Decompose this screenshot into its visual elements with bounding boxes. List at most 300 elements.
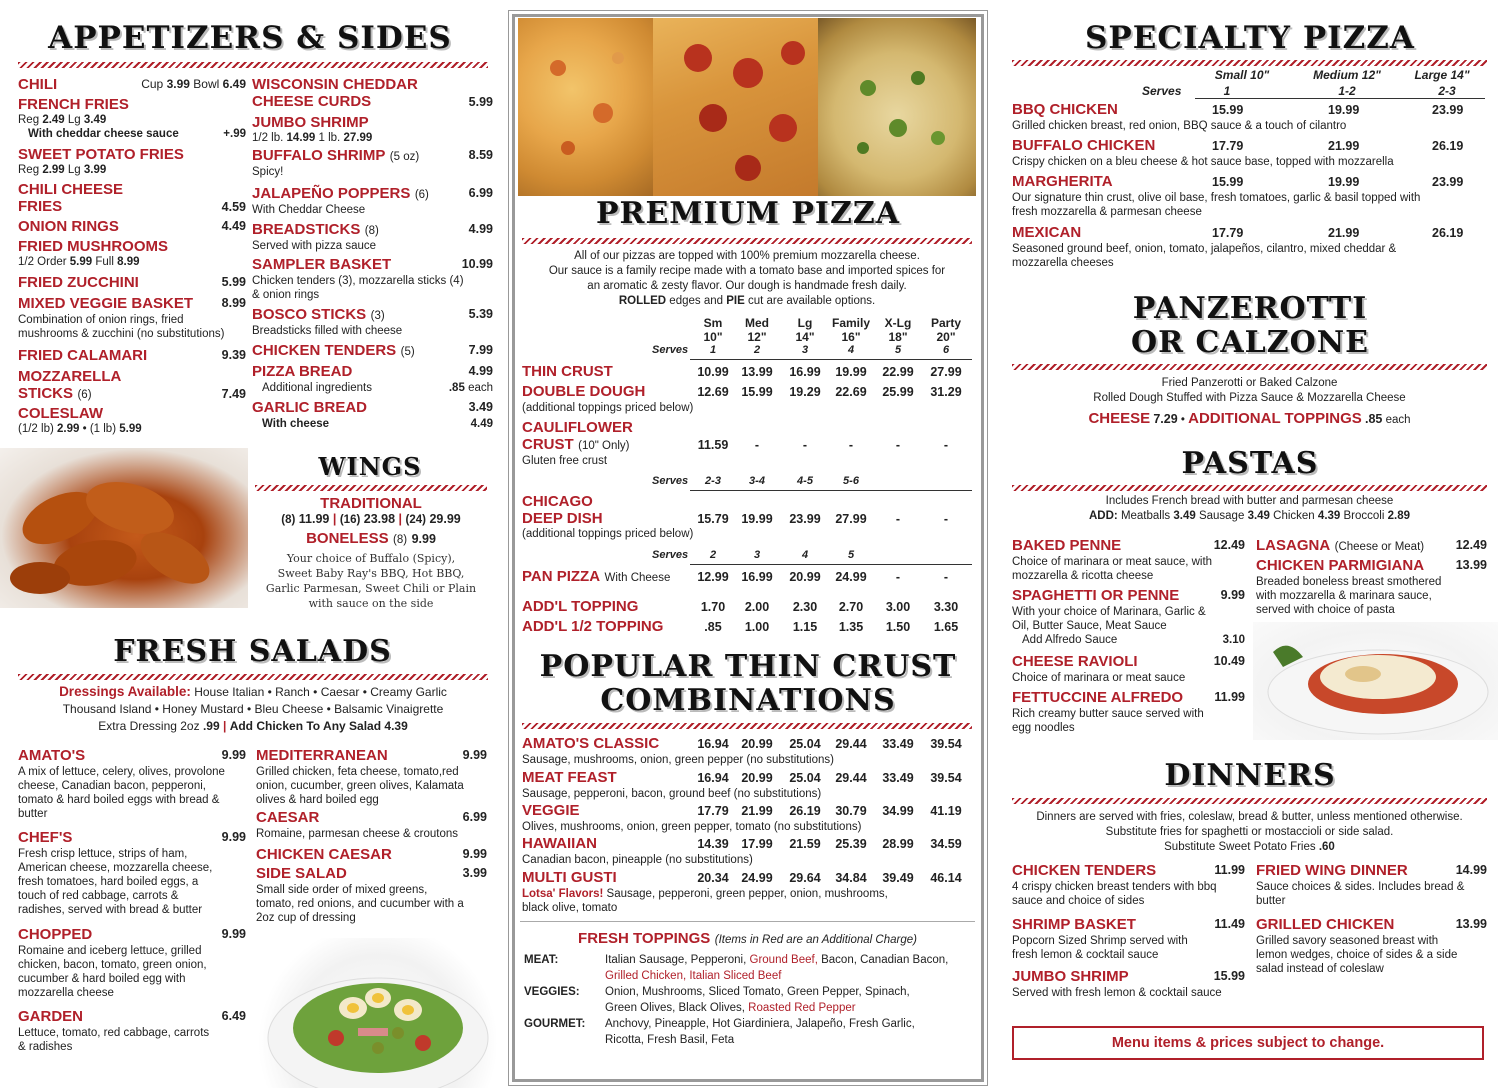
price: 6.49 (222, 77, 246, 91)
panzerotti-title (1005, 292, 1495, 360)
dash: - (754, 438, 760, 452)
price: 4.39 (384, 719, 408, 733)
label: GOURMET: (524, 1018, 586, 1030)
item-name: CAULIFLOWER (522, 419, 633, 436)
note: (additional toppings priced below) (522, 528, 694, 540)
price: 31.29 (930, 385, 962, 399)
price: 7.49 (221, 387, 246, 401)
price: 7.99 (468, 343, 493, 357)
serves-label: Serves (652, 344, 689, 356)
price: 34.84 (835, 871, 867, 885)
label: Chicken (1273, 510, 1315, 522)
label: Lg (67, 164, 81, 176)
menu-item-cheese-curds (252, 76, 493, 114)
toppings-gourmet (520, 1016, 975, 1048)
note: (Items in Red are an Additional Charge) (714, 934, 917, 946)
item-name: CHEF'S (18, 829, 73, 846)
item-name: MEDITERRANEAN (256, 747, 388, 764)
salad-chopped (18, 926, 246, 1008)
note: With Cheese (604, 572, 671, 584)
label: 1 lb. (318, 132, 341, 144)
item-name: CAESAR (256, 809, 320, 826)
desc: With cheese (262, 418, 330, 430)
price: 19.29 (789, 385, 821, 399)
desc: American cheese, mozzarella cheese, (18, 862, 213, 874)
note: Gluten free crust (522, 455, 608, 467)
price: 2.99 (42, 164, 65, 176)
toppings-box (520, 921, 975, 1050)
label: each (468, 382, 493, 394)
desc: Served with pizza sauce (252, 240, 377, 252)
tagline: Lotsa' Flavors! (522, 888, 604, 900)
price: 11.99 (298, 512, 330, 526)
item-name: BOSCO STICKS (252, 306, 367, 323)
price: 2.89 (1387, 510, 1411, 522)
desc: radishes, served with bread & butter (18, 904, 203, 916)
combo-veggie (522, 802, 975, 836)
desc: Oil, Butter Sauce, Meat Sauce (1012, 620, 1167, 632)
price: 9.39 (221, 348, 246, 362)
price: 3.99 (166, 77, 190, 91)
desc: Combination of onion rings, fried (18, 314, 184, 326)
menu-item-fries (18, 96, 246, 146)
price: 14.99 (286, 132, 316, 144)
price: 21.99 (1328, 226, 1360, 240)
price: 24.99 (741, 871, 773, 885)
price: 5.99 (119, 423, 142, 435)
price: 22.69 (835, 385, 867, 399)
desc: mozzarella cheeses (1012, 257, 1114, 269)
menu-item-mushrooms (18, 238, 246, 274)
pasta-fettuccine (1012, 689, 1245, 735)
price: 3.49 (1173, 510, 1196, 522)
price: 3.10 (1222, 634, 1245, 646)
price: 9.99 (221, 927, 246, 941)
menu-item-chili (18, 76, 246, 96)
pizza-intro: an aromatic & zesty flavor. Our dough is handmade fresh daily. (587, 280, 907, 292)
item-name: BUFFALO CHICKEN (1012, 137, 1156, 154)
divider (1012, 485, 1487, 491)
item-name: SPAGHETTI OR PENNE (1012, 587, 1180, 604)
size-label: X-Lg (884, 316, 912, 330)
divider (1195, 98, 1485, 99)
price: 17.79 (1212, 139, 1244, 153)
menu-item-zucchini (18, 274, 246, 295)
menu-item-garlic-bread (252, 399, 493, 435)
desc: fresh lemon & cocktail sauce (1012, 949, 1159, 961)
salad-caesar (256, 809, 487, 846)
desc: cucumber & hard boiled egg with (18, 973, 186, 985)
combo-amatos (522, 735, 975, 769)
item-name: VEGGIE (522, 802, 580, 819)
price: 23.99 (789, 512, 821, 526)
desc: mushrooms & zucchini (no substitutions) (18, 328, 225, 340)
price: 1.35 (838, 620, 864, 634)
label: Meatballs (1120, 510, 1171, 522)
item-name: CHICKEN TENDERS (252, 342, 397, 359)
price: 27.99 (343, 132, 373, 144)
desc: Romaine and iceberg lettuce, grilled (18, 945, 202, 957)
item-name: JALAPEÑO POPPERS (252, 185, 411, 202)
price: 17.79 (1212, 226, 1244, 240)
desc: Spicy! (252, 166, 284, 178)
price: 2.99 (57, 423, 80, 435)
toppings-meat (520, 952, 975, 984)
desc: Choice of marinara or meat sauce (1012, 672, 1186, 684)
wings-traditional: TRADITIONAL (320, 495, 422, 512)
price: 3.99 (83, 164, 107, 176)
desc: Your choice of Buffalo (Spicy), (286, 552, 456, 565)
desc: Canadian bacon, pineapple (no substitutions) (522, 854, 753, 866)
desc: Additional ingredients (262, 382, 372, 394)
toppings-veggies (520, 984, 975, 1016)
price: 4.99 (468, 222, 493, 236)
menu-item-calamari (18, 347, 246, 368)
desc: with sauce on the side (308, 597, 434, 610)
topping-list: Green Olives, Black Olives, (605, 1002, 745, 1014)
item-name: GARLIC BREAD (252, 399, 367, 416)
price: 25.04 (789, 737, 821, 751)
desc: black olive, tomato (522, 902, 618, 914)
price: 33.49 (882, 737, 914, 751)
label: each (1385, 414, 1411, 426)
price: 5.99 (221, 275, 246, 289)
desc: Olives, mushrooms, onion, green pepper, tomato (no substitutions) (522, 821, 862, 833)
item-name: MARGHERITA (1012, 173, 1113, 190)
price: 3.49 (83, 114, 107, 126)
price: 4.59 (221, 200, 246, 214)
serves-value: 2 (753, 344, 761, 356)
desc: 2oz cup of dressing (256, 912, 356, 924)
premium-title: PREMIUM PIZZA (595, 196, 901, 231)
price: 2.00 (744, 600, 770, 614)
price: 20.99 (741, 737, 773, 751)
count: (3) (370, 310, 385, 322)
label: Sausage (1198, 510, 1245, 522)
price: 39.54 (930, 771, 962, 785)
desc: Romaine, parmesan cheese & croutons (256, 828, 458, 840)
menu-item-mozzarella (18, 368, 246, 405)
price: 1.15 (792, 620, 818, 634)
item-name: SIDE SALAD (256, 865, 347, 882)
divider (690, 490, 972, 491)
item-name: AMATO'S (18, 747, 86, 764)
item-name: CRUST (522, 436, 574, 453)
item-name: GARDEN (18, 1008, 84, 1025)
count: (5) (400, 346, 415, 358)
pasta-photo (1253, 622, 1498, 740)
salads-title: FRESH SALADS (113, 634, 392, 669)
price: +.99 (223, 128, 246, 140)
menu-item-coleslaw (18, 405, 246, 436)
item-name: CHICKEN CAESAR (256, 846, 392, 863)
desc: olives & hard boiled egg (256, 794, 379, 806)
desc: fresh mozzarella & parmesan cheese (1012, 206, 1202, 218)
dash: - (943, 438, 949, 452)
dressings-list: Thousand Island • Honey Mustard • Bleu Cheese • Balsamic Vinaigrette (62, 702, 444, 716)
price: 4.99 (468, 364, 493, 378)
combos-title-line: POPULAR THIN CRUST (539, 649, 957, 684)
desc: Add Alfredo Sauce (1022, 634, 1118, 646)
size-inch: 14" (795, 330, 815, 344)
price: 26.19 (1432, 139, 1464, 153)
label: Add Chicken To Any Salad (229, 719, 382, 733)
price: 26.19 (1432, 226, 1464, 240)
desc: Seasoned ground beef, onion, tomato, jalapeños, cilantro, mixed cheddar & (1012, 243, 1397, 255)
size-inches (690, 330, 975, 344)
item-name: ADDITIONAL TOPPINGS (1188, 410, 1362, 427)
dash: - (943, 512, 949, 526)
dinner-wing (1256, 862, 1487, 916)
pizza-intro: edges and (669, 295, 724, 307)
item-name: DOUBLE DOUGH (522, 383, 646, 400)
item-name: CHILI (18, 76, 58, 93)
chicken-parm-illustration (1253, 622, 1498, 740)
salad-illustration (258, 938, 498, 1088)
specialty-bbq (1012, 101, 1487, 137)
menu-item-pizza-bread (252, 363, 493, 399)
price: 11.99 (1214, 863, 1245, 877)
divider (1012, 364, 1487, 370)
item-name: ONION RINGS (18, 218, 119, 235)
item-name: STICKS (18, 385, 74, 402)
desc: Chicken tenders (3), mozzarella sticks (4) (252, 275, 464, 287)
price: 26.19 (789, 804, 821, 818)
topping-list: Anchovy, Pineapple, Hot Giardiniera, Jalapeño, Fresh Garlic, (605, 1018, 915, 1030)
serves-value: 1-2 (1338, 84, 1356, 98)
dash: - (895, 570, 901, 584)
menu-item-veggie-basket (18, 295, 246, 347)
divider (18, 62, 488, 68)
topping-list-red: Grilled Chicken, Italian Sliced Beef (605, 970, 782, 982)
desc: Fresh crisp lettuce, strips of ham, (18, 848, 188, 860)
label: MEAT: (524, 954, 559, 966)
desc: Dinners are served with fries, coleslaw, bread & butter, unless mentioned otherwise. (1036, 811, 1463, 823)
toppings-title: FRESH TOPPINGS (578, 930, 711, 947)
desc: salad instead of coleslaw (1256, 963, 1384, 975)
serves-value: 2-3 (705, 475, 721, 487)
veggie-pizza-illustration (818, 18, 976, 196)
desc: mozzarella & ricotta cheese (1012, 570, 1154, 582)
price: 1.50 (885, 620, 911, 634)
serves-value: 3 (753, 549, 761, 561)
item-name: CHOPPED (18, 926, 93, 943)
pasta-ravioli (1012, 653, 1245, 689)
label: ADD: (1088, 510, 1118, 522)
pizza-row-cauliflower (522, 419, 975, 471)
salad-chef (18, 829, 246, 926)
dressings-label: Dressings Available: (59, 684, 191, 699)
item-name: BUFFALO SHRIMP (252, 147, 386, 164)
dash: - (895, 438, 901, 452)
price: 29.44 (835, 737, 867, 751)
serves-label: Serves (1142, 84, 1182, 98)
desc: lemon wedges, choice of sides & a side (1256, 949, 1458, 961)
pizza-photo-2 (653, 18, 818, 196)
desc: served with choice of pasta (1256, 604, 1395, 616)
serves-row (522, 344, 975, 358)
pizza-intro: cut are available options. (747, 295, 876, 307)
price: 14.99 (1455, 863, 1487, 877)
price: 8.99 (117, 256, 140, 268)
desc: Sausage, pepperoni, bacon, ground beef (no substitutions) (522, 788, 822, 800)
serves-label: Serves (652, 475, 689, 487)
salad-amato (18, 747, 246, 829)
price: 19.99 (741, 512, 773, 526)
topping-list: Ricotta, Fresh Basil, Feta (605, 1034, 735, 1046)
item-name: FRENCH FRIES (18, 96, 129, 113)
label: (1/2 lb) (18, 423, 54, 435)
specialty-title: SPECIALTY PIZZA (1085, 20, 1415, 56)
specialty-margherita (1012, 173, 1487, 225)
desc: Grilled savory seasoned breast with (1256, 935, 1439, 947)
desc: Substitute Sweet Potato Fries (1164, 841, 1316, 853)
pizza-row-chicago (522, 493, 975, 545)
specialty-sizes (1012, 68, 1487, 100)
count: (6) (414, 189, 429, 201)
serves-row (522, 475, 975, 489)
topping-list: Bacon, Canadian Bacon, (821, 954, 949, 966)
pizza-photo-3 (818, 18, 976, 196)
topping-list: Italian Sausage, Pepperoni, (605, 954, 747, 966)
serves-value: 1 (1223, 84, 1231, 98)
pizza-intro: All of our pizzas are topped with 100% premium mozzarella cheese. (574, 250, 920, 262)
price: 25.39 (835, 837, 867, 851)
wings-traditional-prices: (8) 11.99 | (16) 23.98 | (24) 29.99 (281, 512, 461, 526)
price: 5.99 (69, 256, 93, 268)
item-name: MULTI GUSTI (522, 869, 617, 886)
item-name: MEXICAN (1012, 224, 1082, 241)
desc: Crispy chicken on a bleu cheese & hot sauce base, topped with mozzarella (1012, 156, 1394, 168)
item-name: FRIED CALAMARI (18, 347, 148, 364)
price: 2.30 (792, 600, 818, 614)
topping-list-red: Ground Beef, (749, 954, 818, 966)
serves-value: 5-6 (843, 475, 859, 487)
price: 41.19 (930, 804, 962, 818)
desc: With your choice of Marinara, Garlic & (1012, 606, 1206, 618)
pizza-intro: ROLLED (618, 295, 667, 307)
item-name: BONELESS (306, 530, 389, 547)
price: 9.99 (462, 748, 487, 762)
divider (522, 723, 972, 729)
item-name: BBQ CHICKEN (1012, 101, 1118, 118)
desc: Lettuce, tomato, red cabbage, carrots (18, 1027, 210, 1039)
price: 1.65 (933, 620, 959, 634)
pizza-intro: PIE (726, 295, 745, 307)
pizza-row-half-topping (522, 618, 975, 638)
divider (690, 359, 972, 360)
item-name: JUMBO SHRIMP (1012, 968, 1129, 985)
item-name: MIXED VEGGIE BASKET (18, 295, 194, 312)
price: .60 (1318, 841, 1335, 853)
price: 8.59 (468, 148, 493, 162)
size-label: Party (930, 316, 962, 330)
divider (1012, 798, 1487, 804)
size-inch: 10" (703, 330, 723, 344)
price: 13.99 (741, 365, 773, 379)
price: .99 (202, 719, 220, 733)
price: 4.49 (221, 219, 246, 233)
desc: tomato & hard boiled eggs with bread & (18, 794, 220, 806)
price: 22.99 (882, 365, 914, 379)
label: Reg (18, 164, 40, 176)
price: 5.99 (468, 95, 493, 109)
menu-item-chili-cheese (18, 181, 246, 218)
price: 39.49 (882, 871, 914, 885)
dressings-list: House Italian • Ranch • Caesar • Creamy Garlic (194, 685, 447, 699)
item-name: CHICKEN TENDERS (1012, 862, 1157, 879)
item-name: SAMPLER BASKET (252, 256, 392, 273)
count: (16) (339, 514, 361, 526)
divider (255, 485, 487, 491)
price: 16.99 (789, 365, 821, 379)
desc: Small side order of mixed greens, (256, 884, 428, 896)
serves-row (522, 549, 975, 563)
count: (5 oz) (389, 151, 420, 163)
item-name: FETTUCCINE ALFREDO (1012, 689, 1184, 706)
note: (additional toppings priced below) (522, 402, 694, 414)
note: (Cheese or Meat) (1334, 541, 1425, 553)
price: 33.49 (882, 771, 914, 785)
desc: Sausage, pepperoni, green pepper, onion, mushrooms, (606, 888, 888, 900)
price: 2.70 (838, 600, 864, 614)
specialty-mexican (1012, 224, 1487, 276)
dash: - (943, 570, 949, 584)
desc: cheese, Canadian bacon, pepperoni, (18, 780, 206, 792)
item-name: ADD'L 1/2 TOPPING (522, 618, 664, 635)
item-name: CHICAGO (522, 493, 593, 510)
desc: With cheddar cheese sauce (28, 128, 179, 140)
price: 12.49 (1213, 538, 1245, 552)
pizza-row-pan (522, 568, 975, 588)
size-inch: 16" (841, 330, 861, 344)
size-label: Sm (703, 316, 723, 330)
price: 21.99 (1328, 139, 1360, 153)
price: .85 (704, 620, 722, 634)
menu-item-jalapeno (252, 185, 493, 221)
menu-item-breadsticks (252, 221, 493, 256)
price: 1.00 (744, 620, 770, 634)
item-name: BAKED PENNE (1012, 537, 1122, 554)
price: 3.00 (885, 600, 911, 614)
menu-item-bosco (252, 306, 493, 342)
price: 15.79 (697, 512, 729, 526)
desc: Garlic Parmesan, Sweet Chili or Plain (265, 582, 477, 595)
label: Extra Dressing 2oz (98, 719, 200, 733)
price: 13.99 (1455, 917, 1487, 931)
label: (1 lb) (89, 423, 117, 435)
size-label: Family (831, 316, 870, 330)
price: 21.99 (741, 804, 773, 818)
price: 15.99 (741, 385, 773, 399)
item-name: SWEET POTATO FRIES (18, 146, 184, 163)
divider (1012, 60, 1487, 66)
desc: Sausage, mushrooms, onion, green pepper (no substitutions) (522, 754, 834, 766)
item-name: FRIES (18, 198, 63, 215)
pizza-row-double (522, 383, 975, 417)
size-label: Lg (797, 316, 813, 330)
desc: butter (18, 808, 48, 820)
size-inch: 12" (747, 330, 767, 344)
topping-list: Onion, Mushrooms, Sliced Tomato, Green Pepper, Spinach, (605, 986, 910, 998)
desc: Breadsticks filled with cheese (252, 325, 403, 337)
pizza-photo-1 (518, 18, 653, 196)
desc: Rolled Dough Stuffed with Pizza Sauce & Mozzarella Cheese (1093, 392, 1406, 404)
item-name: FRIED MUSHROOMS (18, 238, 168, 255)
desc: Popcorn Sized Shrimp served with (1012, 935, 1188, 947)
count: (8) (281, 514, 296, 526)
item-name: AMATO'S CLASSIC (522, 735, 660, 752)
